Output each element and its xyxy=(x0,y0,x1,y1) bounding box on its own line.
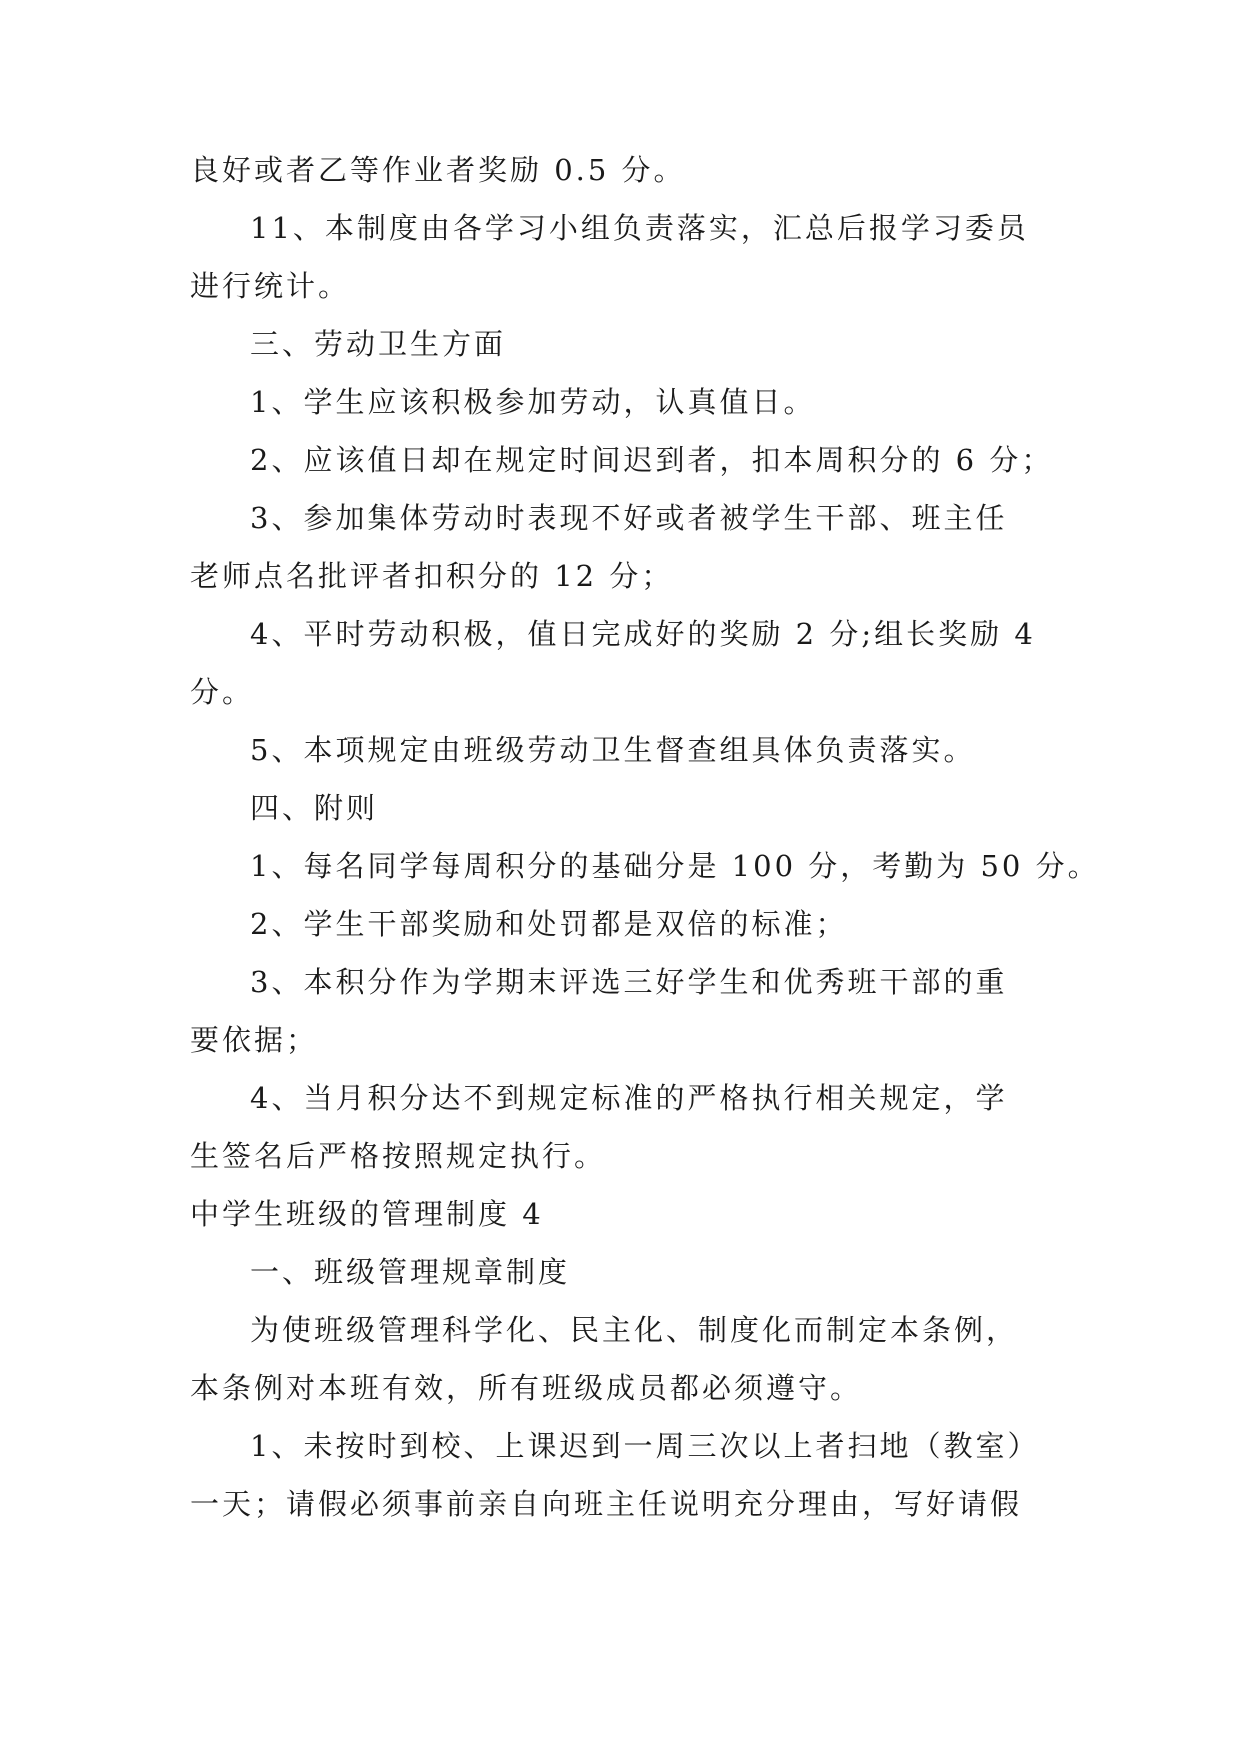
section-heading: 三、劳动卫生方面 xyxy=(250,327,507,361)
text-line: 2、应该值日却在规定时间迟到者，扣本周积分的 6 分； xyxy=(250,443,1054,477)
text-line: 良好或者乙等作业者奖励 0.5 分。 xyxy=(190,153,686,187)
text-line: 11、本制度由各学习小组负责落实，汇总后报学习委员 xyxy=(250,211,1029,245)
text-line: 3、参加集体劳动时表现不好或者被学生干部、班主任 xyxy=(250,501,1008,535)
text-line: 1、未按时到校、上课迟到一周三次以上者扫地（教室） xyxy=(250,1429,1040,1463)
text-line: 生签名后严格按照规定执行。 xyxy=(190,1139,607,1173)
text-line: 1、每名同学每周积分的基础分是 100 分，考勤为 50 分。 xyxy=(250,849,1100,883)
text-line: 3、本积分作为学期末评选三好学生和优秀班干部的重 xyxy=(250,965,1008,999)
section-heading: 一、班级管理规章制度 xyxy=(250,1255,571,1289)
text-line: 一天；请假必须事前亲自向班主任说明充分理由，写好请假 xyxy=(190,1487,1023,1521)
text-line: 要依据； xyxy=(190,1023,319,1057)
text-line: 2、学生干部奖励和处罚都是双倍的标准； xyxy=(250,907,848,941)
text-line: 老师点名批评者扣积分的 12 分； xyxy=(190,559,674,593)
text-line: 分。 xyxy=(190,675,255,709)
text-line: 进行统计。 xyxy=(190,269,351,303)
text-line: 1、学生应该积极参加劳动，认真值日。 xyxy=(250,385,816,419)
text-line: 4、当月积分达不到规定标准的严格执行相关规定，学 xyxy=(250,1081,1008,1115)
text-line: 为使班级管理科学化、民主化、制度化而制定本条例， xyxy=(250,1313,1019,1347)
section-heading: 四、附则 xyxy=(250,791,379,825)
text-line: 本条例对本班有效，所有班级成员都必须遵守。 xyxy=(190,1371,863,1405)
text-line: 4、平时劳动积极，值日完成好的奖励 2 分;组长奖励 4 xyxy=(250,617,1036,651)
document-title: 中学生班级的管理制度 4 xyxy=(190,1197,544,1231)
text-line: 5、本项规定由班级劳动卫生督查组具体负责落实。 xyxy=(250,733,976,767)
